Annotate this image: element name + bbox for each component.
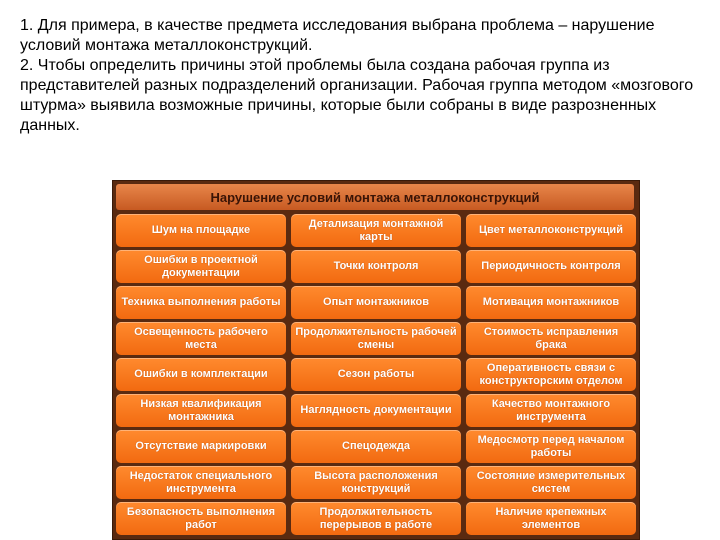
- cause-cell: Детализация монтажной карты: [291, 214, 461, 247]
- cause-cell: Периодичность контроля: [466, 250, 636, 283]
- cause-cell: Недостаток специального инструмента: [116, 466, 286, 499]
- cause-cell: Шум на площадке: [116, 214, 286, 247]
- cause-cell: Отсутствие маркировки: [116, 430, 286, 463]
- cause-cell: Опыт монтажников: [291, 286, 461, 319]
- cause-cell: Качество монтажного инструмента: [466, 394, 636, 427]
- intro-paragraph-1: 1. Для примера, в качестве предмета исследования выбрана проблема – нарушение условий монтажа металлоконструкций.: [20, 17, 655, 54]
- cause-cell: Цвет металлоконструкций: [466, 214, 636, 247]
- cause-cell: Освещенность рабочего места: [116, 322, 286, 355]
- cause-cell: Мотивация монтажников: [466, 286, 636, 319]
- causes-grid: [116, 214, 636, 535]
- intro-text: [20, 16, 700, 136]
- cause-cell: Продолжительность рабочей смены: [291, 322, 461, 355]
- cause-cell: Ошибки в проектной документации: [116, 250, 286, 283]
- cause-cell: Оперативность связи с конструкторским отделом: [466, 358, 636, 391]
- cause-cell: Продолжительность перерывов в работе: [291, 502, 461, 535]
- cause-cell: Ошибки в комплектации: [116, 358, 286, 391]
- cause-cell: Точки контроля: [291, 250, 461, 283]
- cause-cell: Медосмотр перед началом работы: [466, 430, 636, 463]
- cause-cell: Безопасность выполнения работ: [116, 502, 286, 535]
- cause-cell: Высота расположения конструкций: [291, 466, 461, 499]
- cause-cell: Техника выполнения работы: [116, 286, 286, 319]
- causes-board: [112, 180, 640, 540]
- intro-paragraph-2: 2. Чтобы определить причины этой проблемы была создана рабочая группа из представителей разных подразделений организации. Рабочая группа методом «мозгового штурма» выявила возможные причины, которые были собраны в виде разрозненных данных.: [20, 57, 694, 134]
- cause-cell: Наглядность документации: [291, 394, 461, 427]
- cause-cell: Спецодежда: [291, 430, 461, 463]
- cause-cell: Сезон работы: [291, 358, 461, 391]
- cause-cell: Состояние измерительных систем: [466, 466, 636, 499]
- board-title: Нарушение условий монтажа металлоконструкций: [116, 184, 634, 210]
- cause-cell: Наличие крепежных элементов: [466, 502, 636, 535]
- cause-cell: Стоимость исправления брака: [466, 322, 636, 355]
- cause-cell: Низкая квалификация монтажника: [116, 394, 286, 427]
